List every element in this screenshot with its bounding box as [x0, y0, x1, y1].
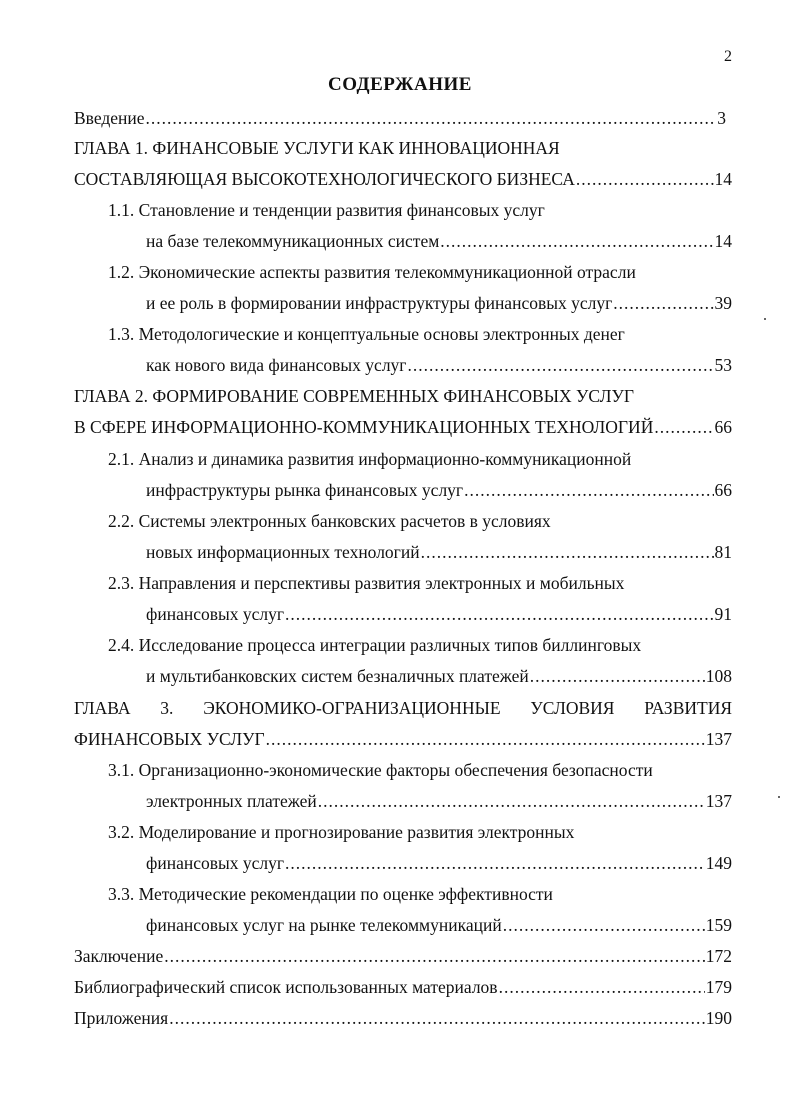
- toc-entry-label: СОСТАВЛЯЮЩАЯ ВЫСОКОТЕХНОЛОГИЧЕСКОГО БИЗНЕСА: [74, 169, 575, 189]
- section-1-1-line-1[interactable]: 1.1. Становление и тенденции развития финансовых услуг: [108, 200, 545, 220]
- toc-page-number: 53: [714, 355, 732, 375]
- toc-page-number: 137: [705, 791, 732, 811]
- toc-entry-label: инфраструктуры рынка финансовых услуг: [146, 480, 464, 500]
- toc-entry-section-1-1[interactable]: [146, 231, 732, 257]
- section-3-3-line-1[interactable]: 3.3. Методические рекомендации по оценке эффективности: [108, 884, 553, 904]
- toc-page-number: 14: [714, 169, 732, 189]
- dot-leader: [421, 542, 714, 563]
- toc-page-number: 66: [714, 417, 732, 437]
- toc-entry-chapter-1[interactable]: [74, 169, 732, 195]
- section-2-1-line-1[interactable]: 2.1. Анализ и динамика развития информационно-коммуникационной: [108, 449, 632, 469]
- toc-page-number: 66: [714, 480, 732, 500]
- dot-leader: [654, 417, 713, 438]
- dot-leader: [530, 666, 705, 687]
- toc-entry-section-2-1[interactable]: [146, 480, 732, 506]
- section-3-1-line-1[interactable]: 3.1. Организационно-экономические факторы обеспечения безопасности: [108, 760, 653, 780]
- dot-leader: [440, 231, 713, 252]
- chapter-1-title-line-1[interactable]: ГЛАВА 1. ФИНАНСОВЫЕ УСЛУГИ КАК ИННОВАЦИОННАЯ: [74, 138, 560, 158]
- toc-page-number: 91: [714, 604, 732, 624]
- section-1-3-line-1[interactable]: 1.3. Методологические и концептуальные основы электронных денег: [108, 324, 625, 344]
- toc-page-number: 39: [714, 293, 732, 313]
- toc-entry-section-1-2[interactable]: [146, 293, 732, 319]
- section-1-2-line-1[interactable]: 1.2. Экономические аспекты развития телекоммуникационной отрасли: [108, 262, 636, 282]
- toc-entry-section-1-3[interactable]: [146, 355, 732, 381]
- toc-entry-label: и мультибанковских систем безналичных платежей: [146, 666, 529, 686]
- toc-entry-label: ФИНАНСОВЫХ УСЛУГ: [74, 729, 265, 749]
- toc-entry-label: финансовых услуг: [146, 853, 285, 873]
- toc-page-number: 159: [705, 915, 732, 935]
- toc-entry-label: Заключение: [74, 946, 164, 966]
- toc-entry-label: Введение: [74, 108, 145, 128]
- toc-entry-section-3-3[interactable]: [146, 915, 732, 941]
- dot-leader: [285, 853, 705, 874]
- toc-page-number: 137: [705, 729, 732, 749]
- toc-entry-label: новых информационных технологий: [146, 542, 420, 562]
- dot-leader: [266, 729, 705, 750]
- toc-entry-section-2-4[interactable]: [146, 666, 732, 692]
- toc-entry-label: В СФЕРЕ ИНФОРМАЦИОННО-КОММУНИКАЦИОННЫХ ТЕХНОЛОГИЙ: [74, 417, 654, 437]
- toc-entry-bibliography[interactable]: [74, 977, 732, 1003]
- dot-leader: [499, 977, 705, 998]
- dot-leader: [164, 946, 705, 967]
- toc-entry-intro[interactable]: [74, 108, 726, 134]
- toc-entry-label: как нового вида финансовых услуг: [146, 355, 407, 375]
- toc-page-number: 108: [705, 666, 732, 686]
- section-2-3-line-1[interactable]: 2.3. Направления и перспективы развития электронных и мобильных: [108, 573, 625, 593]
- chapter-2-title-line-1[interactable]: ГЛАВА 2. ФОРМИРОВАНИЕ СОВРЕМЕННЫХ ФИНАНСОВЫХ УСЛУГ: [74, 386, 634, 406]
- toc-entry-label: финансовых услуг: [146, 604, 285, 624]
- dot-leader: [576, 169, 714, 190]
- toc-entry-conclusion[interactable]: [74, 946, 732, 972]
- chapter-3-title-line-1[interactable]: ГЛАВА 3. ЭКОНОМИКО-ОГРАНИЗАЦИОННЫЕ УСЛОВИЯ РАЗВИТИЯ: [74, 698, 732, 718]
- page-number: 2: [724, 48, 732, 65]
- toc-page-number: 14: [714, 231, 732, 251]
- toc-entry-chapter-2[interactable]: [74, 417, 732, 443]
- toc-page-number: 172: [705, 946, 732, 966]
- toc-entry-section-2-2[interactable]: [146, 542, 732, 568]
- page-title: СОДЕРЖАНИЕ: [328, 74, 472, 95]
- toc-entry-label: Приложения: [74, 1008, 169, 1028]
- toc-entry-label: на базе телекоммуникационных систем: [146, 231, 440, 251]
- dot-leader: [464, 480, 713, 501]
- dot-leader: [503, 915, 705, 936]
- toc-entry-label: и ее роль в формировании инфраструктуры финансовых услуг: [146, 293, 613, 313]
- toc-entry-section-2-3[interactable]: [146, 604, 732, 630]
- scan-speck: [764, 318, 766, 320]
- section-3-2-line-1[interactable]: 3.2. Моделирование и прогнозирование развития электронных: [108, 822, 575, 842]
- scan-speck: [778, 796, 780, 798]
- dot-leader: [285, 604, 713, 625]
- toc-page-number: 179: [705, 977, 732, 997]
- toc-page-number: 190: [705, 1008, 732, 1028]
- toc-entry-section-3-2[interactable]: [146, 853, 732, 879]
- dot-leader: [613, 293, 713, 314]
- toc-page-number: 3: [717, 108, 726, 128]
- section-2-4-line-1[interactable]: 2.4. Исследование процесса интеграции различных типов биллинговых: [108, 635, 642, 655]
- toc-page-number: 81: [714, 542, 732, 562]
- dot-leader: [169, 1008, 705, 1029]
- toc-entry-chapter-3[interactable]: [74, 729, 732, 755]
- toc-entry-section-3-1[interactable]: [146, 791, 732, 817]
- toc-page-number: 149: [705, 853, 732, 873]
- dot-leader: [318, 791, 705, 812]
- toc-entry-label: Библиографический список использованных материалов: [74, 977, 498, 997]
- toc-entry-label: электронных платежей: [146, 791, 317, 811]
- section-2-2-line-1[interactable]: 2.2. Системы электронных банковских расчетов в условиях: [108, 511, 551, 531]
- dot-leader: [146, 108, 717, 129]
- dot-leader: [407, 355, 713, 376]
- toc-entry-label: финансовых услуг на рынке телекоммуникаций: [146, 915, 502, 935]
- toc-entry-appendices[interactable]: [74, 1008, 732, 1034]
